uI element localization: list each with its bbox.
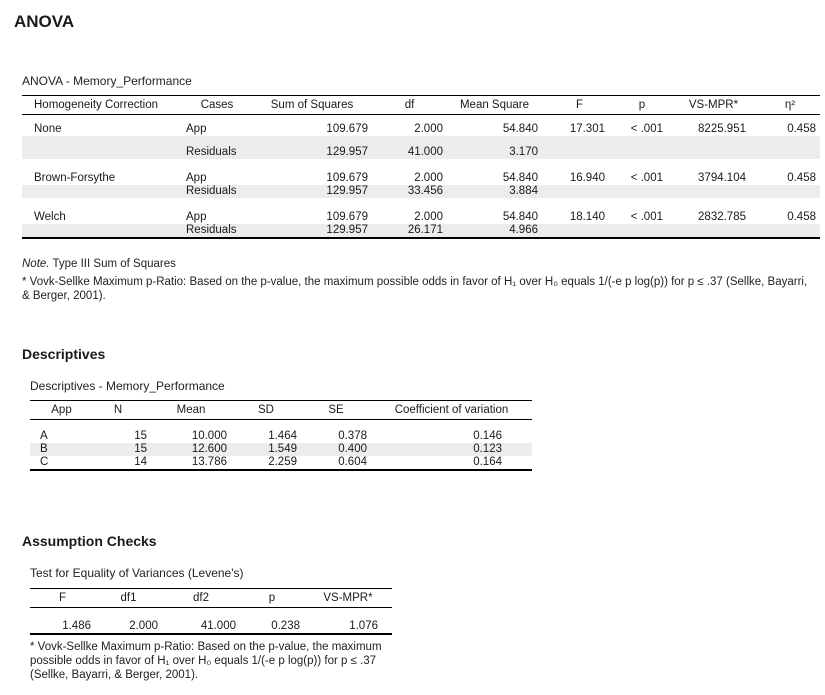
cell: 0.458 xyxy=(787,123,816,135)
cell xyxy=(617,185,667,198)
cell: Welch xyxy=(34,211,66,223)
cell: 4.966 xyxy=(447,224,542,238)
assumption-checks-heading: Assumption Checks xyxy=(22,533,157,549)
anova-header-row xyxy=(22,96,820,115)
cell xyxy=(22,185,182,198)
col-header: η² xyxy=(760,96,820,115)
cell: 3.884 xyxy=(447,185,542,198)
descriptives-table-caption: Descriptives - Memory_Performance xyxy=(30,379,225,393)
cell: C xyxy=(30,456,85,470)
cell: A xyxy=(40,430,48,442)
levene-footnote: * Vovk-Sellke Maximum p-Ratio: Based on the p-value, the maximum possible odds in favor of H₁ over H₀ equals 1/(-e p log(p)) for p ≤ .37 (Sellke, Bayarri, & Berger, 2001). xyxy=(30,641,382,681)
cell xyxy=(760,146,820,159)
cell: 1.076 xyxy=(304,620,392,634)
table-row xyxy=(30,430,532,443)
levene-table-caption: Test for Equality of Variances (Levene's) xyxy=(30,566,244,580)
cell: 2.000 xyxy=(414,211,443,223)
cell: App xyxy=(186,123,207,135)
cell: 2832.785 xyxy=(698,211,746,223)
cell: 0.604 xyxy=(301,456,371,470)
cell: 0.458 xyxy=(787,172,816,184)
cell xyxy=(542,146,617,159)
table-row xyxy=(22,211,820,224)
col-header: df1 xyxy=(95,589,162,608)
cell: Residuals xyxy=(182,224,252,238)
cell: 18.140 xyxy=(569,211,605,223)
col-header: p xyxy=(240,589,304,608)
col-header: Mean Square xyxy=(447,96,542,115)
cell xyxy=(617,224,667,238)
cell xyxy=(542,185,617,198)
cell xyxy=(617,146,667,159)
col-header: df xyxy=(372,96,447,115)
col-header: Sum of Squares xyxy=(252,96,372,115)
col-header: N xyxy=(85,401,151,420)
cell: 129.957 xyxy=(252,224,372,238)
cell: 109.679 xyxy=(326,211,368,223)
cell xyxy=(667,185,760,198)
cell: 17.301 xyxy=(569,123,605,135)
anova-note xyxy=(22,257,176,271)
col-header: SD xyxy=(231,401,301,420)
table-row xyxy=(22,123,820,136)
col-header: SE xyxy=(301,401,371,420)
cell: 16.940 xyxy=(569,172,605,184)
col-header: Coefficient of variation xyxy=(371,401,532,420)
cell: 41.000 xyxy=(372,146,447,159)
cell: 12.600 xyxy=(151,443,231,456)
cell xyxy=(760,185,820,198)
cell: 2.259 xyxy=(231,456,301,470)
cell: 3.170 xyxy=(447,146,542,159)
cell: 33.456 xyxy=(372,185,447,198)
cell: B xyxy=(30,443,85,456)
cell xyxy=(22,146,182,159)
cell: 8225.951 xyxy=(698,123,746,135)
cell: < .001 xyxy=(630,172,663,184)
cell: 0.378 xyxy=(338,430,367,442)
cell: 10.000 xyxy=(191,430,227,442)
cell xyxy=(22,224,182,238)
cell: 2.000 xyxy=(414,172,443,184)
cell: Brown-Forsythe xyxy=(34,172,116,184)
col-header: F xyxy=(30,589,95,608)
table-row xyxy=(22,185,820,198)
cell: 129.957 xyxy=(252,146,372,159)
col-header: p xyxy=(617,96,667,115)
anova-table-caption: ANOVA - Memory_Performance xyxy=(22,74,192,88)
descriptives-heading: Descriptives xyxy=(22,346,106,362)
col-header: VS-MPR* xyxy=(304,589,392,608)
cell: 54.840 xyxy=(502,211,538,223)
cell: 13.786 xyxy=(151,456,231,470)
cell: 14 xyxy=(85,456,151,470)
table-row xyxy=(30,456,532,470)
anova-footnote: * Vovk-Sellke Maximum p-Ratio: Based on the p-value, the maximum possible odds in favor of H₁ over H₀ equals 1/(-e p log(p)) for p ≤ .37 (Sellke, Bayarri, & Berger, 2001). xyxy=(22,276,808,302)
col-header: Homogeneity Correction xyxy=(22,96,182,115)
note-label: Note. xyxy=(22,258,50,270)
cell: 54.840 xyxy=(502,172,538,184)
anova-table xyxy=(22,95,820,239)
cell: 3794.104 xyxy=(698,172,746,184)
cell: 0.164 xyxy=(371,456,532,470)
col-header: App xyxy=(30,401,85,420)
cell: 129.957 xyxy=(252,185,372,198)
cell: 109.679 xyxy=(326,172,368,184)
cell xyxy=(542,224,617,238)
cell: 1.464 xyxy=(268,430,297,442)
cell: Residuals xyxy=(182,185,252,198)
descriptives-header-row xyxy=(30,401,532,420)
col-header: F xyxy=(542,96,617,115)
col-header: df2 xyxy=(162,589,240,608)
cell: 0.146 xyxy=(473,430,502,442)
table-row xyxy=(22,172,820,185)
cell: Residuals xyxy=(182,146,252,159)
cell: 2.000 xyxy=(414,123,443,135)
anova-heading: ANOVA xyxy=(14,12,75,31)
cell: < .001 xyxy=(630,211,663,223)
cell: App xyxy=(186,211,207,223)
table-row xyxy=(22,146,820,159)
cell: 109.679 xyxy=(326,123,368,135)
cell: 0.458 xyxy=(787,211,816,223)
levene-table xyxy=(30,588,392,635)
cell: 15 xyxy=(134,430,147,442)
cell: 0.238 xyxy=(240,620,304,634)
cell: 41.000 xyxy=(162,620,240,634)
col-header: VS-MPR* xyxy=(667,96,760,115)
cell: < .001 xyxy=(630,123,663,135)
cell: 0.400 xyxy=(301,443,371,456)
table-row xyxy=(22,224,820,238)
cell: 2.000 xyxy=(95,620,162,634)
cell: 1.549 xyxy=(231,443,301,456)
cell: 15 xyxy=(85,443,151,456)
col-header: Mean xyxy=(151,401,231,420)
note-text: Type III Sum of Squares xyxy=(49,258,176,270)
cell xyxy=(760,224,820,238)
cell: None xyxy=(34,123,62,135)
cell: App xyxy=(186,172,207,184)
levene-header-row xyxy=(30,589,392,608)
cell: 54.840 xyxy=(502,123,538,135)
col-header: Cases xyxy=(182,96,252,115)
table-row xyxy=(30,620,392,634)
cell: 1.486 xyxy=(30,620,95,634)
cell: 26.171 xyxy=(372,224,447,238)
table-row xyxy=(30,443,532,456)
descriptives-table xyxy=(30,400,532,471)
cell: 0.123 xyxy=(371,443,532,456)
cell xyxy=(667,224,760,238)
cell xyxy=(667,146,760,159)
